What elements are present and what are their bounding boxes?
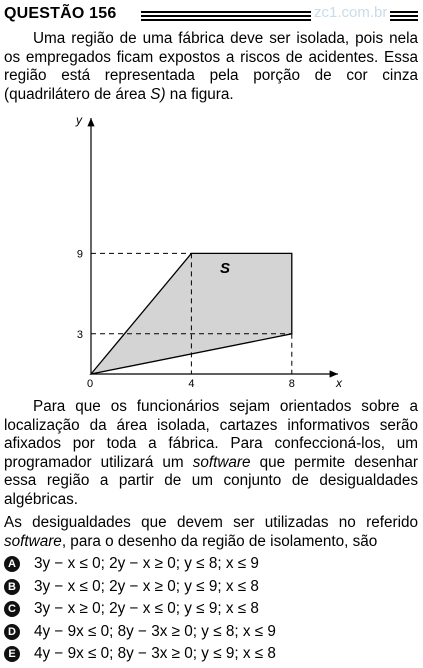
x-tick-label: 8 [288, 378, 295, 390]
option-text: 4y − 9x ≤ 0; 8y − 3x ≥ 0; y ≤ 9; x ≤ 8 [34, 645, 276, 662]
answer-options [4, 555, 418, 668]
area-symbol: S) [150, 85, 166, 103]
option-text: 3y − x ≥ 0; 2y − x ≤ 0; y ≤ 9; x ≤ 8 [34, 600, 259, 617]
p2-text: Para que os funcionários sejam orientados sobre a localização da área isolada, cartazes informativos serão afixados por toda a fábrica. Para confeccioná-los, um programador utilizará um [4, 398, 418, 471]
question-title: QUESTÃO 156 [4, 5, 117, 22]
option-letter-badge: B [4, 579, 20, 595]
option-letter-badge: E [4, 646, 20, 662]
option-c[interactable] [4, 600, 418, 623]
option-b[interactable] [4, 578, 418, 601]
option-letter-badge: A [4, 556, 20, 572]
option-text: 3y − x ≤ 0; 2y − x ≥ 0; y ≤ 8; x ≤ 9 [34, 555, 259, 572]
header-rule-end [407, 15, 418, 17]
y-tick-label: 9 [76, 248, 83, 261]
p3-software: software [4, 532, 62, 550]
p2-end: que permite desenhar essa região a partir de um conjunto de desigualdades algébricas. [4, 453, 418, 508]
p3-end: , para o desenho da região de isolamento, são [61, 532, 378, 550]
option-a[interactable] [4, 555, 418, 578]
header-rule-end [407, 19, 418, 21]
p2-software: software [192, 453, 251, 471]
option-text: 3y − x ≤ 0; 2y − x ≥ 0; y ≤ 9; x ≤ 8 [34, 577, 259, 595]
paragraph-two [4, 398, 418, 510]
paragraph-three [4, 514, 418, 551]
option-d[interactable] [4, 623, 418, 646]
watermark: zc1.com.br [311, 4, 390, 21]
y-tick-label: 3 [76, 328, 83, 341]
header-rule-end [407, 11, 418, 13]
origin-label: 0 [87, 378, 94, 390]
region-label: S [219, 260, 231, 277]
option-letter-badge: C [4, 601, 20, 617]
option-letter-badge: D [4, 624, 20, 640]
statement-text: Uma região de uma fábrica deve ser isolada, pois nela os empregados ficam expostos a riscos de acidentes. Essa região está representada pela porção de cor cinza (quadrilátero de área [4, 30, 418, 103]
x-axis-label: x [336, 376, 342, 390]
p3-text: As desigualdades que devem ser utilizadas no referido [4, 514, 418, 531]
region-figure [70, 110, 360, 395]
x-tick-label: 4 [188, 378, 195, 390]
option-e[interactable] [4, 645, 418, 668]
statement-paragraph [4, 30, 418, 104]
option-text: 4y − 9x ≤ 0; 8y − 3x ≥ 0; y ≤ 8; x ≤ 9 [34, 622, 276, 640]
question-header [4, 4, 419, 26]
statement-end: na figura. [165, 85, 234, 103]
y-axis-label: y [76, 113, 82, 127]
